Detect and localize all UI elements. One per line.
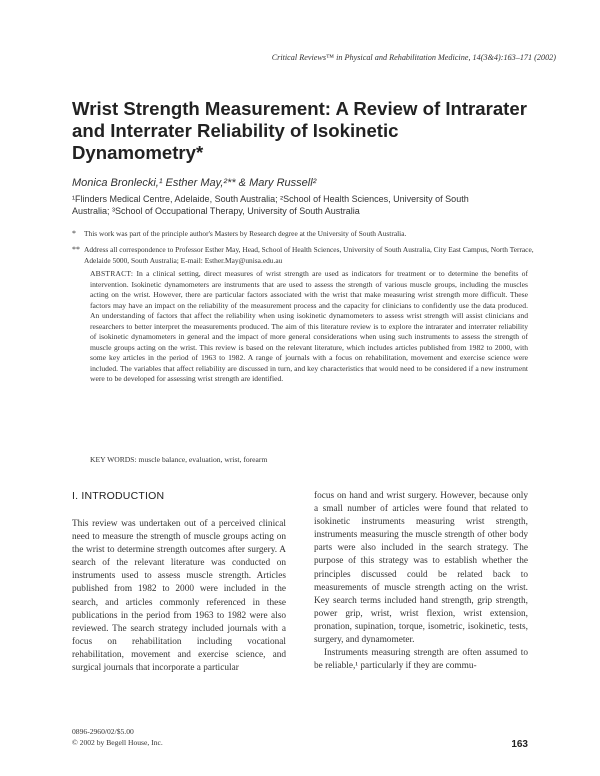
abstract-label: ABSTRACT:	[90, 269, 134, 278]
body-column-left	[72, 518, 286, 675]
keywords-text: muscle balance, evaluation, wrist, forearm	[138, 455, 268, 464]
footnote-text: Address all correspondence to Professor Esther May, Head, School of Health Sciences, University of South Australia, City East Campus, North Terrace, Adelaide 5000, South Australia; E-mail: Esther.May@unisa.edu.au	[84, 245, 534, 265]
body-paragraph: focus on hand and wrist surgery. However, because only a small number of articles were found that related to isokinetic instruments measuring wrist strength, instruments measuring the muscle strength of other body parts were also included in the search strategy. The purpose of this strategy was to establish whether the principles discussed could be related back to measurements of muscle strength acting on the wrist. Key search terms included hand strength, grip strength, power grip, wrist, wrist flexion, wrist extension, pronation, supination, torque, isometric, isokinetic, tests, surgery, and dynamometer.	[314, 491, 528, 646]
affiliation: ¹Flinders Medical Centre, Adelaide, South Australia; ²School of Health Sciences, University of South Australia; ³School of Occupational Therapy, University of South Australia	[72, 194, 469, 217]
footnote-mark: **	[72, 245, 80, 254]
section-heading-introduction: I. INTRODUCTION	[72, 490, 165, 502]
body-paragraph: Instruments measuring strength are often assumed to be reliable,¹ particularly if they are commu-	[314, 648, 528, 672]
running-head: Critical Reviews™ in Physical and Rehabilitation Medicine, 14(3&4):163–171 (2002)	[271, 53, 556, 62]
keywords	[90, 455, 528, 464]
keywords-label: KEY WORDS:	[90, 455, 137, 464]
author-list: Monica Bronlecki,¹ Esther May,²** & Mary Russell²	[72, 177, 317, 189]
footnote-text: This work was part of the principle author's Masters by Research degree at the University of South Australia.	[84, 229, 407, 238]
page-number: 163	[511, 739, 528, 750]
footnote-correspondence	[72, 245, 534, 266]
article-title: Wrist Strength Measurement: A Review of Intrarater and Interrater Reliability of Isokinetic Dynamometry*	[72, 98, 527, 163]
body-column-right	[314, 490, 528, 673]
issn: 0896-2960/02/$5.00	[72, 727, 134, 736]
copyright-notice: © 2002 by Begell House, Inc.	[72, 737, 163, 747]
abstract	[90, 269, 528, 385]
abstract-text: In a clinical setting, direct measures of wrist strength are used as indicators for treatment or to determine the benefits of intervention. Isokinetic dynamometers are instruments that are used to assess the strength of various muscle groups, including the muscles acting on the wrist. However, there are particular factors associated with the wrist that make measuring wrist strength more difficult. These factors may have an impact on the reliability of the measurement process and the capacity for clinicians to confidently use the data produced. An understanding of factors that affect the reliability when using isokinetic dynamometers to assess wrist strength will assist clinicians and researchers to better interpret the measurements produced. The aim of this literature review is to explore the intrarater and interrater reliability of isokinetic dynamometers in general and the impact of more general considerations when using such instruments to assess the strength of muscle groups acting on the wrist. This review is based on the relevant literature, which includes articles published from 1982 to 2000, with some key articles in the period of 1963 to 1982. A range of journals with a focus on rehabilitation, movement and exercise science were included. The variables that affect reliability are discussed in turn, and key characteristics that would need to be considered if a new instrument were to be developed for assessing wrist strength are identified.	[90, 269, 528, 384]
copyright-block	[72, 727, 163, 748]
footnote-funding	[72, 229, 534, 240]
footnote-mark: *	[72, 229, 76, 238]
body-paragraph: This review was undertaken out of a perceived clinical need to measure the strength of muscle groups acting on the wrist to determine strength outcomes after surgery. A search of the relevant literature was conducted on instruments used to assess muscle strength. Articles published from 1982 to 2000 were included in the search, and articles commonly referenced in these publications in the period from 1963 to 1982 were also reviewed. The search strategy included journals with a focus on rehabilitation including vocational rehabilitation, movement and exercise science, and surgical journals that incorporate a particular	[72, 519, 286, 674]
